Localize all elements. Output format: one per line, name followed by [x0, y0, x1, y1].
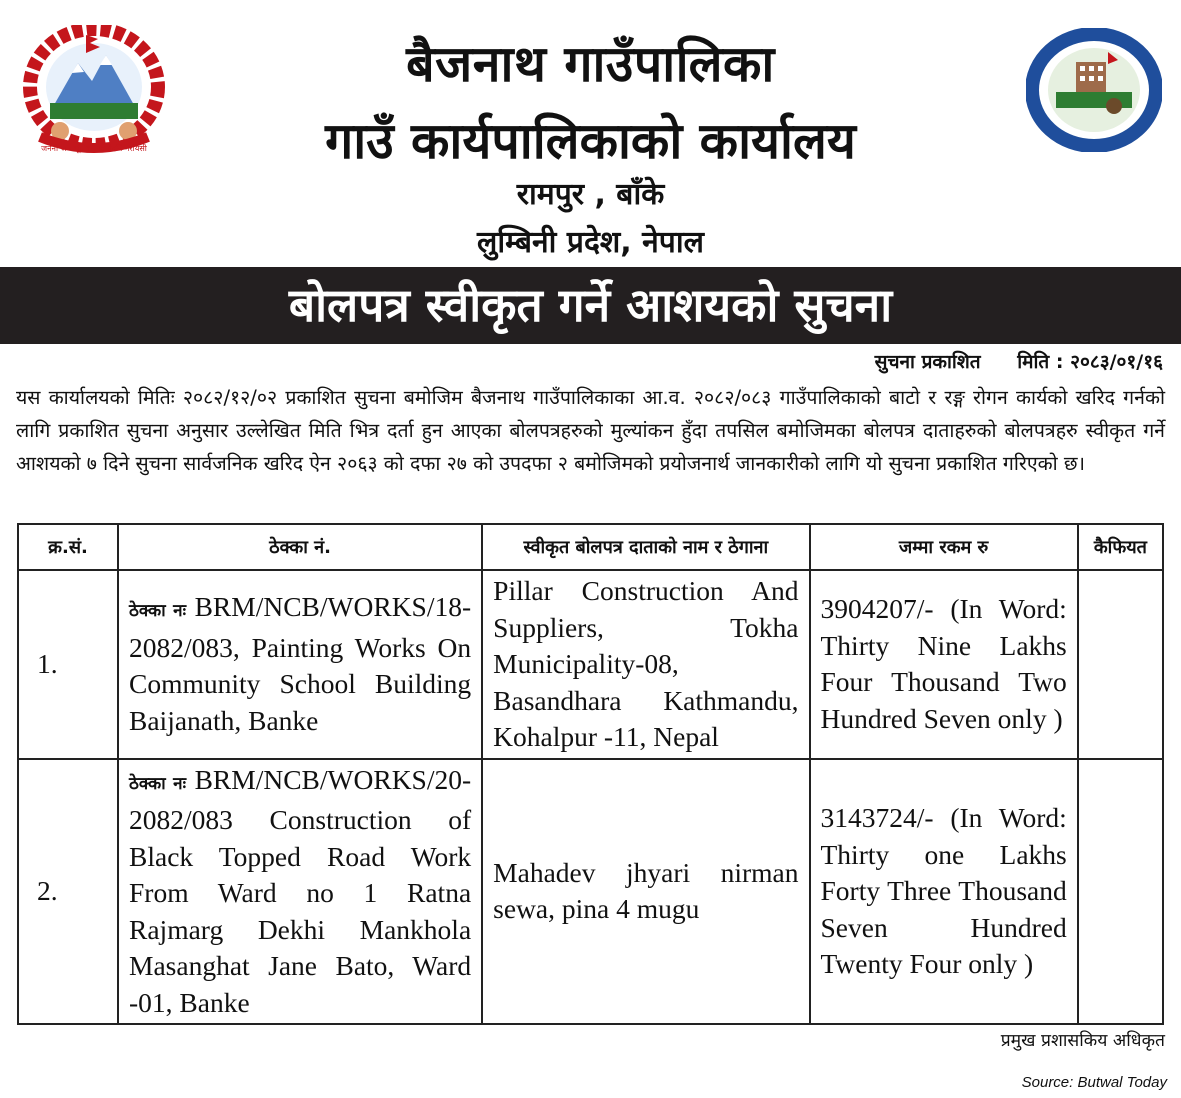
signature-title: प्रमुख प्रशासकिय अधिकृत: [1000, 1031, 1165, 1051]
date-label: मिति : २०८३/०१/१६: [1017, 351, 1163, 373]
office-address: रामपुर , बाँके: [516, 177, 665, 212]
office-name: गाउँ कार्यपालिकाको कार्यालय: [325, 112, 856, 170]
table-row: [18, 570, 1163, 759]
notice-body: यस कार्यालयको मितिः २०८२/१२/०२ प्रकाशित सुचना बमोजिम बैजनाथ गाउँपालिकाका आ.व. २०८२/०८३ गाउँपालिकाको बाटो र रङ्ग रोगन कार्यको खरिद गर्नको लागि प्रकाशित सुचना अनुसार उल्लेखित मिति भित्र दर्ता हुन आएका बोलपत्रहरुको मुल्यांकन हुँदा तपसिल बमोजिमका बोलपत्र दाताहरुको बोलपत्रहरु स्वीकृत गर्ने आशयको ७ दिने सुचना सार्वजनिक खरिद ऐन २०६३ को दफा २७ को उपदफा २ बमोजिमको प्रयोजनार्थ जानकारीको लागि यो सुचना प्रकाशित गरिएको छ।: [16, 386, 1165, 475]
row-bidder: Mahadev jhyari nirman sewa, pina 4 mugu: [482, 759, 809, 1025]
published-label: सुचना प्रकाशित: [874, 351, 981, 373]
row-bidder: Pillar Construction And Suppliers, Tokha Municipality-08, Basandhara Kathmandu, Kohalpur -11, Nepal: [482, 570, 809, 759]
row-remarks: [1078, 570, 1163, 759]
row-serial: 2.: [18, 759, 118, 1025]
row-serial: 1.: [18, 570, 118, 759]
source-credit: Source: Butwal Today: [1021, 1074, 1167, 1091]
col-serial: क्र.सं.: [18, 524, 118, 570]
row-remarks: [1078, 759, 1163, 1025]
row-amount: 3904207/- (In Word: Thirty Nine Lakhs Four Thousand Two Hundred Seven only ): [810, 570, 1078, 759]
emblem-motto: जननी जन्मभूमिश्च स्वर्गादपि गरीयसी: [41, 144, 147, 153]
contract-prefix: ठेक्का नः: [129, 601, 187, 622]
row-contract: [118, 759, 482, 1025]
municipality-name: बैजनाथ गाउँपालिका: [406, 35, 775, 93]
col-amount: जम्मा रकम रु: [810, 524, 1078, 570]
col-contract-no: ठेक्का नं.: [118, 524, 482, 570]
row-contract: [118, 570, 482, 759]
accepted-bids-table: [17, 523, 1164, 1025]
contract-prefix: ठेक्का नः: [129, 773, 187, 794]
table-header-row: [18, 524, 1163, 570]
notice-publish-date: [875, 348, 1163, 374]
row-amount: 3143724/- (In Word: Thirty one Lakhs Forty Three Thousand Seven Hundred Twenty Four only ): [810, 759, 1078, 1025]
contract-text: BRM/NCB/WORKS/20-2082/083 Construction of Black Topped Road Work From Ward no 1 Ratna Rajmarg Dekhi Mankhola Masanghat Jane Bato, Ward -01, Banke: [129, 763, 472, 1018]
col-bidder: स्वीकृत बोलपत्र दाताको नाम र ठेगाना: [482, 524, 809, 570]
col-remarks: कैफियत: [1078, 524, 1163, 570]
table-row: [18, 759, 1163, 1025]
notice-title-banner: बोलपत्र स्वीकृत गर्ने आशयको सुचना: [0, 267, 1181, 344]
province-country: लुम्बिनी प्रदेश, नेपाल: [477, 225, 704, 260]
contract-text: BRM/NCB/WORKS/18-2082/083, Painting Works On Community School Building Baijanath, Banke: [129, 591, 472, 736]
